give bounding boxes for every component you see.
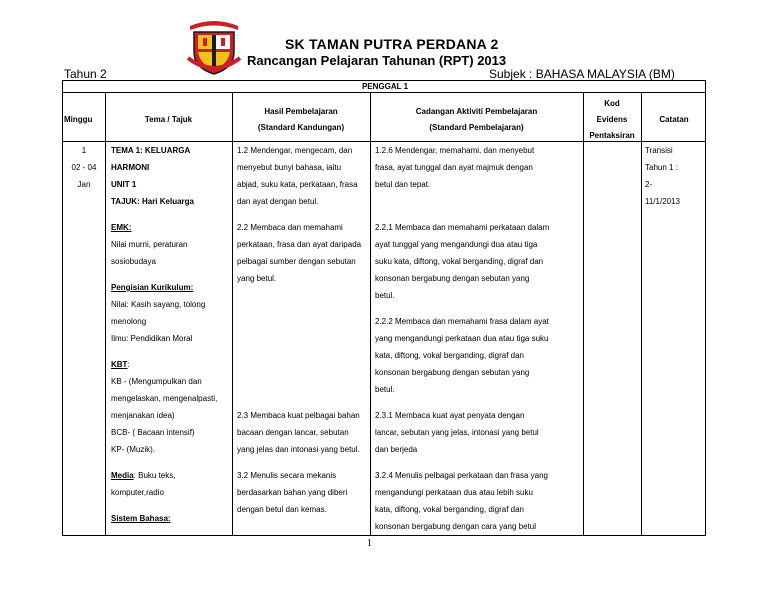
- cadangan-text: betul.: [375, 385, 395, 394]
- cadangan-text: 2.3.1 Membaca kuat ayat penyata dengan: [375, 411, 525, 420]
- cadangan-text: 2.2.1 Membaca dan memahami perkataan dalam: [375, 223, 550, 232]
- subjek-label: Subjek : BAHASA MALAYSIA (BM): [489, 67, 675, 81]
- hasil-text: 1.2 Mendengar, mengecam, dan: [237, 146, 353, 155]
- hasil-text: abjad, suku kata, perkataan, frasa: [237, 180, 358, 189]
- hasil-text: yang betul.: [237, 274, 277, 283]
- header-catatan: Catatan: [659, 115, 689, 124]
- header-row-divider: [63, 141, 705, 142]
- header-hasil-sub: (Standard Kandungan): [257, 123, 345, 132]
- hasil-text: perkataan, frasa dan ayat daripada: [237, 240, 362, 249]
- cadangan-text: konsonan bergabung dengan sebutan yang: [375, 368, 530, 377]
- media-heading: [111, 471, 175, 481]
- header-pentaksiran: Pentaksiran: [589, 131, 635, 140]
- col-divider: [370, 92, 371, 536]
- penggal-heading: PENGGAL 1: [361, 82, 409, 91]
- cadangan-text: dan berjeda: [375, 445, 418, 454]
- hasil-text: berdasarkan bahan yang diberi: [237, 488, 348, 497]
- tema-text: Nilai murni, peraturan: [111, 240, 188, 249]
- minggu-dates: 02 - 04: [71, 163, 97, 172]
- tema-text: mengelaskan, mengenalpasti,: [111, 394, 218, 403]
- kbt-heading: [111, 360, 130, 370]
- penggal-row-divider: [63, 92, 705, 93]
- cadangan-text: suku kata, diftong, vokal berganding, digraf dan: [375, 257, 544, 266]
- cadangan-text: konsonan bergabung dengan cara yang betul: [375, 522, 537, 531]
- tema-title: TEMA 1: KELUARGA: [111, 146, 191, 155]
- sistem-bahasa-heading: Sistem Bahasa:: [111, 514, 171, 523]
- hasil-text: 2.3 Membaca kuat pelbagai bahan: [237, 411, 360, 420]
- unit-label: UNIT 1: [111, 180, 137, 189]
- rpt-table: [62, 80, 706, 536]
- cadangan-text: betul dan tepat.: [375, 180, 431, 189]
- emk-heading: EMK:: [111, 223, 132, 232]
- catatan-text: 2-: [645, 180, 653, 189]
- catatan-text: Tahun 1 :: [645, 163, 678, 172]
- minggu-month: Jan: [77, 180, 91, 189]
- col-divider: [641, 92, 642, 536]
- cadangan-text: 1.2.6 Mendengar, memahami, dan menyebut: [375, 146, 535, 155]
- plan-title: Rancangan Pelajaran Tahunan (RPT) 2013: [247, 53, 507, 68]
- hasil-text: pelbagai sumber dengan sebutan: [237, 257, 356, 266]
- header-tema: Tema / Tajuk: [144, 115, 193, 124]
- page-number: 1: [367, 538, 372, 549]
- col-divider: [232, 92, 233, 536]
- cadangan-text: 2.2.2 Membaca dan memahami frasa dalam ayat: [375, 317, 549, 326]
- tema-text: menolong: [111, 317, 147, 326]
- tema-text: KP- (Muzik).: [111, 445, 155, 454]
- hasil-text: dengan betul dan kemas.: [237, 505, 327, 514]
- col-divider: [583, 92, 584, 536]
- tahun-label: Tahun 2: [64, 67, 107, 81]
- tema-text: menjanakan idea): [111, 411, 175, 420]
- hasil-text: yang jelas dan intonasi yang betul.: [237, 445, 360, 454]
- cadangan-text: ayat tunggal yang mengandungi dua atau tiga: [375, 240, 538, 249]
- tema-title-2: HARMONI: [111, 163, 150, 172]
- header-cadangan: Cadangan Aktiviti Pembelajaran: [415, 107, 538, 116]
- kbt-colon: :: [127, 360, 130, 369]
- hasil-text: 3.2 Menulis secara mekanis: [237, 471, 337, 480]
- tema-text: sosiobudaya: [111, 257, 156, 266]
- cadangan-text: kata, diftong, vokal berganding, digraf dan: [375, 351, 524, 360]
- pengisian-heading: Pengisian Kurikulum:: [111, 283, 194, 292]
- kbt-label: KBT: [111, 360, 128, 369]
- header-evidens: Evidens: [596, 115, 628, 124]
- tema-text: Nilai: Kasih sayang, tolong: [111, 300, 206, 309]
- tajuk-label: TAJUK: Hari Keluarga: [111, 197, 194, 206]
- hasil-text: bacaan dengan lancar, sebutan: [237, 428, 349, 437]
- minggu-number: 1: [81, 146, 87, 155]
- tema-text: KB - (Mengumpulkan dan: [111, 377, 202, 386]
- header-cadangan-sub: (Standard Pembelajaran): [429, 123, 524, 132]
- hasil-text: dan ayat dengan betul.: [237, 197, 319, 206]
- media-label: Media: [111, 471, 134, 480]
- cadangan-text: yang mengandungi perkataan dua atau tiga suku: [375, 334, 549, 343]
- catatan-text: 11/1/2013: [645, 197, 680, 206]
- tema-text: BCB- ( Bacaan intensif): [111, 428, 195, 437]
- hasil-text: 2.2 Membaca dan memahami: [237, 223, 343, 232]
- header-kod: Kod: [604, 99, 620, 108]
- catatan-text: Transisi: [645, 146, 673, 155]
- cadangan-text: konsonan bergabung dengan sebutan yang: [375, 274, 530, 283]
- cadangan-text: lancar, sebutan yang jelas, intonasi yang betul: [375, 428, 539, 437]
- hasil-text: menyebut bunyi bahasa, iaitu: [237, 163, 342, 172]
- tema-text: komputer,radio: [111, 488, 164, 497]
- tema-text: Ilmu: Pendidikan Moral: [111, 334, 193, 343]
- col-divider: [105, 92, 106, 536]
- cadangan-text: 3.2.4 Menulis pelbagai perkataan dan frasa yang: [375, 471, 549, 480]
- header-hasil: Hasil Pembelajaran: [264, 107, 338, 116]
- media-text: : Buku teks,: [133, 471, 176, 480]
- cadangan-text: kata, diftong, vokal berganding, digraf dan: [375, 505, 524, 514]
- school-crest-logo: [186, 18, 242, 76]
- header-minggu: Minggu: [64, 115, 93, 124]
- school-title: SK TAMAN PUTRA PERDANA 2: [285, 36, 499, 52]
- cadangan-text: betul.: [375, 291, 395, 300]
- cadangan-text: frasa, ayat tunggal dan ayat majmuk dengan: [375, 163, 533, 172]
- cadangan-text: mengandungi perkataan dua atau lebih suku: [375, 488, 533, 497]
